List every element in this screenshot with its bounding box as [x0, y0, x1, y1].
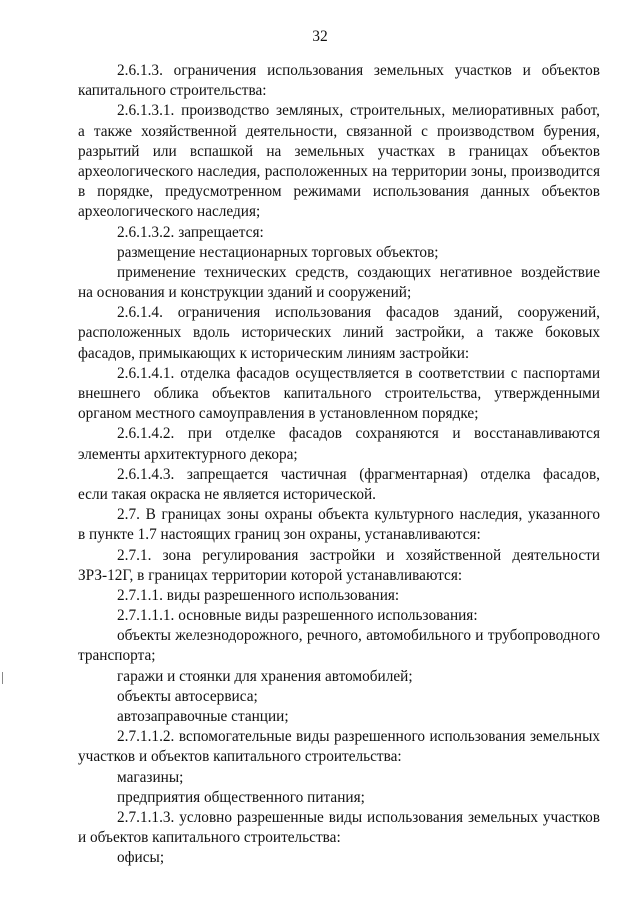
text-line: объекты автосервиса;: [117, 687, 258, 705]
text-line: 2.6.1.3.2. запрещается:: [117, 223, 264, 241]
text-line: фасадов, примыкающих к историческим линиям застройки:: [78, 344, 470, 362]
text-line: 2.6.1.4. ограничения использования фасадов зданий, сооружений,: [117, 304, 600, 322]
text-line: 2.6.1.3.1. производство земляных, строительных, мелиоративных работ,: [117, 102, 600, 120]
text-line: если такая окраска не является исторической.: [78, 485, 376, 503]
text-line: магазины;: [117, 768, 184, 786]
text-line: 2.7. В границах зоны охраны объекта культурного наследия, указанного: [117, 506, 600, 524]
text-line: предприятия общественного питания;: [117, 788, 365, 806]
text-line: 2.7.1.1.2. вспомогательные виды разрешенного использования земельных: [117, 728, 600, 746]
text-line: 2.6.1.3. ограничения использования земельных участков и объектов: [117, 62, 600, 79]
text-line: на основания и конструкции зданий и сооружений;: [78, 284, 412, 302]
text-line: объекты железнодорожного, речного, автомобильного и трубопроводного: [117, 627, 600, 645]
text-line: археологического наследия;: [78, 203, 261, 221]
text-line: внешнего облика объектов капитального строительства, утвержденными: [78, 385, 600, 402]
text-line: размещение нестационарных торговых объектов;: [117, 243, 439, 261]
text-line: и объектов капитального строительства:: [78, 829, 341, 847]
text-line: 2.7.1.1. виды разрешенного использования:: [117, 586, 400, 604]
text-line: 2.6.1.4.2. при отделке фасадов сохраняются и восстанавливаются: [117, 425, 600, 443]
page-number: 32: [312, 28, 328, 45]
text-line: расположенных вдоль исторических линий застройки, а также боковых: [78, 324, 600, 342]
text-line: гаражи и стоянки для хранения автомобилей;: [117, 667, 413, 685]
document-body: [78, 61, 600, 869]
text-line: автозаправочные станции;: [117, 708, 289, 725]
text-line: ЗРЗ-12Г, в границах территории которой устанавливаются:: [78, 566, 463, 584]
text-line: применение технических средств, создающих негативное воздействие: [117, 263, 600, 281]
text-line: в пункте 1.7 настоящих границ зон охраны, устанавливаются:: [78, 526, 481, 544]
text-line: 2.6.1.4.1. отделка фасадов осуществляется в соответствии с паспортами: [117, 364, 600, 382]
text-line: офисы;: [117, 849, 165, 867]
text-line: 2.7.1.1.3. условно разрешенные виды использования земельных участков: [117, 808, 600, 826]
text-line: археологического наследия, расположенных на территории зоны, производится: [78, 162, 600, 180]
text-line: а также хозяйственной деятельности, связанной с производством бурения,: [78, 122, 600, 140]
text-line: 2.7.1.1.1. основные виды разрешенного использования:: [117, 607, 478, 625]
text-line: транспорта;: [78, 647, 156, 665]
text-line: в порядке, предусмотренном режимами использования данных объектов: [78, 183, 600, 201]
text-line: органом местного самоуправления в установленном порядке;: [78, 405, 479, 423]
text-line: участков и объектов капитального строительства:: [78, 748, 402, 766]
text-line: разрытий или вспашкой на земельных участках в границах объектов: [78, 142, 600, 160]
scan-edge-mark: [2, 672, 3, 684]
text-line: капитального строительства:: [78, 82, 267, 100]
text-line: элементы архитектурного декора;: [78, 445, 298, 463]
text-line: 2.6.1.4.3. запрещается частичная (фрагментарная) отделка фасадов,: [117, 465, 600, 483]
text-line: 2.7.1. зона регулирования застройки и хозяйственной деятельности: [117, 546, 600, 564]
